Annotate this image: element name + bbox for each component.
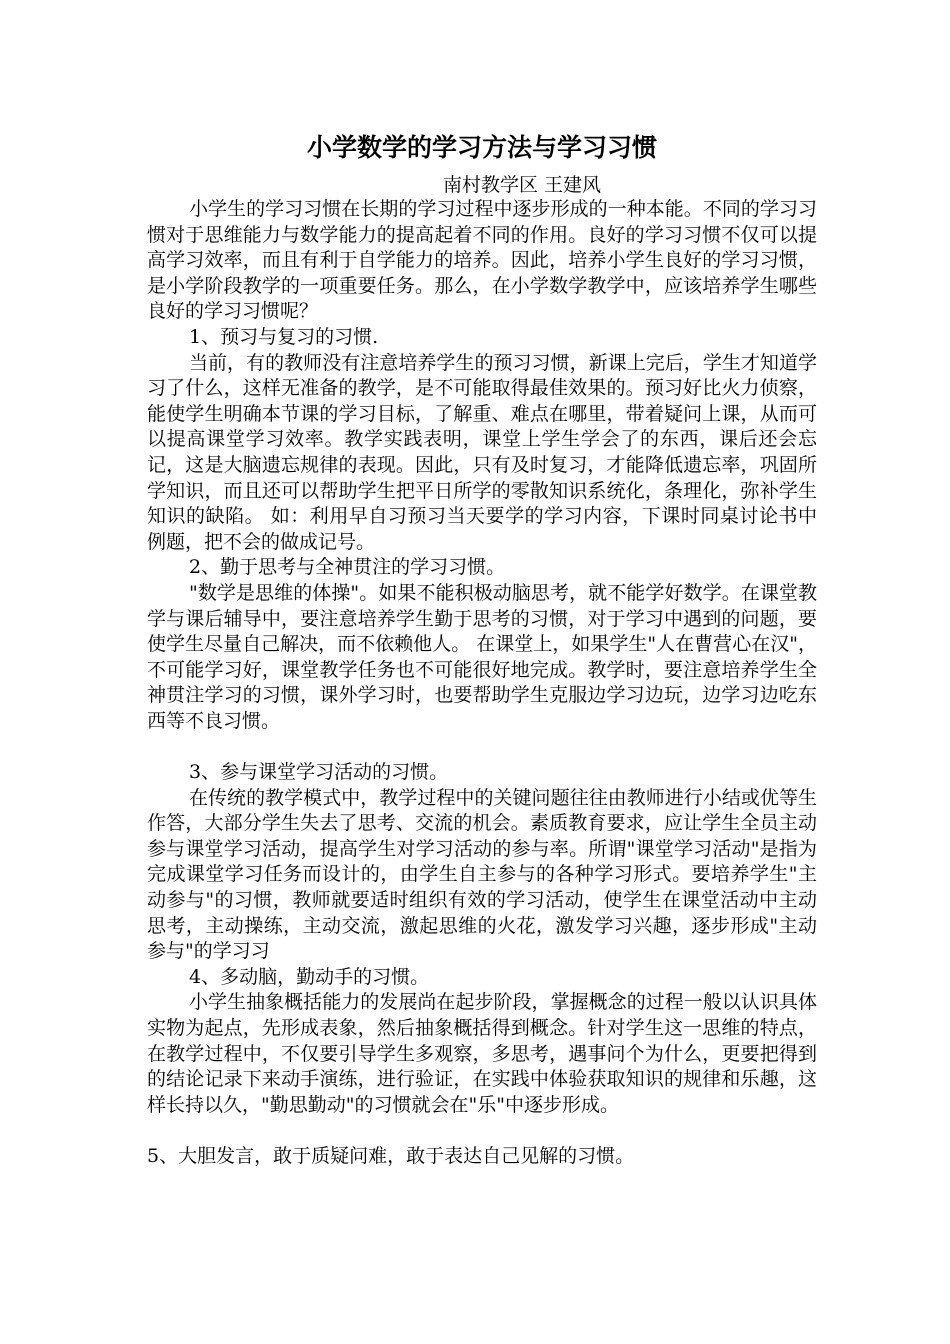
blank-line xyxy=(147,734,817,760)
section-body-2: "数学是思维的体操"。如果不能积极动脑思考，就不能学好数学。在课堂教学与课后辅导中，要注意培养学生勤于思考的习惯，对于学习中遇到的问题，要使学生尽量自己解决，而不依赖他人。 在课堂上，如果学生"人在曹营心在汉"，不可能学习好，课堂教学任务也不可能很好地完成。教学时，要注意培养学生全神贯注学习的习惯，课外学习时，也要帮助学生克服边学习边玩，边学习边吃东西等不良习惯。 xyxy=(147,581,817,732)
section-body-3: 在传统的教学模式中，教学过程中的关键问题往往由教师进行小结或优等生作答，大部分学生失去了思考、交流的机会。素质教育要求，应让学生全员主动参与课堂学习活动，提高学生对学习活动的参与率。所谓"课堂学习活动"是指为完成课堂学习任务而设计的，由学生自主参与的各种学习形式。要培养学生"主动参与"的习惯，教师就要适时组织有效的学习活动，使学生在课堂活动中主动思考，主动操练，主动交流，激起思维的火花，激发学习兴趣，逐步形成"主动参与"的学习习 xyxy=(147,786,817,963)
intro-paragraph: 小学生的学习习惯在长期的学习过程中逐步形成的一种本能。不同的学习习惯对于思维能力与数学能力的提高起着不同的作用。良好的学习习惯不仅可以提高学习效率，而且有利于自学能力的培养。因此，培养小学生良好的学习习惯，是小学阶段教学的一项重要任务。那么，在小学数学教学中，应该培养学生哪些良好的学习习惯呢？ xyxy=(147,198,817,323)
blank-line xyxy=(147,1118,817,1144)
section-body-4: 小学生抽象概括能力的发展尚在起步阶段，掌握概念的过程一般以认识具体实物为起点，先形成表象，然后抽象概括得到概念。针对学生这一思维的特点，在教学过程中，不仅要引导学生多观察，多思考，遇事问个为什么，更要把得到的结论记录下来动手演练，进行验证，在实践中体验获取知识的规律和乐趣，这样长持以久，"勤思勤动"的习惯就会在"乐"中逐步形成。 xyxy=(147,991,817,1116)
section-heading-2: 2、勤于思考与全神贯注的学习习惯。 xyxy=(189,556,506,579)
document-title: 小学数学的学习方法与学习习惯 xyxy=(306,133,657,162)
section-body-1: 当前，有的教师没有注意培养学生的预习习惯，新课上完后，学生才知道学习了什么，这样无准备的教学，是不可能取得最佳效果的。预习好比火力侦察，能使学生明确本节课的学习目标，了解重、难点在哪里，带着疑问上课，从而可以提高课堂学习效率。教学实践表明，课堂上学生学会了的东西，课后还会忘记，这是大脑遗忘规律的表现。因此，只有及时复习，才能降低遗忘率，巩固所学知识，而且还可以帮助学生把平日所学的零散知识系统化，条理化，弥补学生知识的缺陷。 如：利用早自习预习当天要学的学习内容，下课时同桌讨论书中例题，把不会的做成记号。 xyxy=(147,351,817,553)
document-page xyxy=(147,128,817,1170)
document-author: 南村教学区 王建风 xyxy=(442,174,602,196)
section-heading-1: 1、预习与复习的习惯. xyxy=(189,325,379,348)
section-heading-3: 3、参与课堂学习活动的习惯。 xyxy=(189,761,449,784)
section-heading-4: 4、多动脑，勤动手的习惯。 xyxy=(189,965,430,988)
section-heading-5: 5、大胆发言，敢于质疑问难，敢于表达自己见解的习惯。 xyxy=(147,1144,635,1167)
